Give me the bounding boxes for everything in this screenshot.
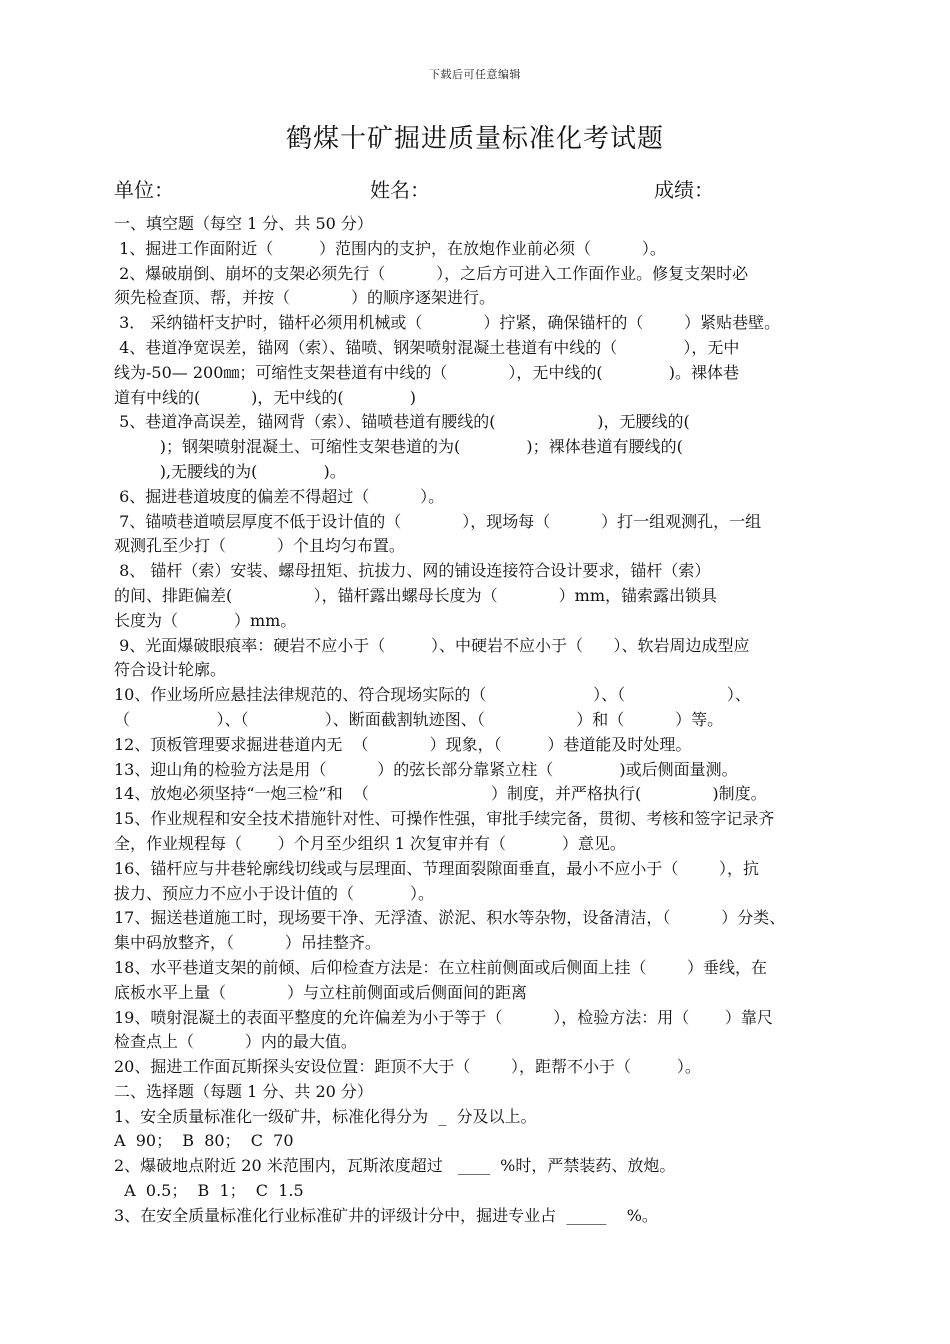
text-line: （ ）、（ ）、断面截割轨迹图、（ ）和（ ）等。 — [114, 709, 724, 729]
text-line: 检查点上（ ）内的最大值。 — [114, 1032, 357, 1052]
text-line: 4、巷道净宽误差，锚网（索）、锚喷、钢架喷射混凝土巷道有中线的（ ），无中 — [114, 337, 740, 357]
text-line: 19、喷射混凝土的表面平整度的允许偏差为小于等于（ ），检验方法：用（ ）靠尺 — [114, 1007, 773, 1027]
score-label: 成绩： — [654, 178, 714, 202]
text-line: 3． 采纳锚杆支护时，锚杆必须用机械或（ ）拧紧，确保锚杆的（ ）紧贴巷壁。 — [114, 313, 781, 333]
text-line: 道有中线的( )，无中线的( ) — [114, 387, 416, 407]
text-line: 18、水平巷道支架的前倾、后仰检查方法是：在立柱前侧面或后侧面上挂（ ）垂线，在 — [114, 957, 768, 977]
text-line: 长度为（ ）mm。 — [114, 610, 297, 630]
text-line: 7、锚喷巷道喷层厚度不低于设计值的（ ），现场每（ ）打一组观测孔，一组 — [114, 511, 762, 531]
text-line: 13、迎山角的检验方法是用（ ）的弦长部分靠紧立柱（ )或后侧面量测。 — [114, 759, 738, 779]
text-line: 17、掘送巷道施工时，现场要干净、无浮渣、淤泥、积水等杂物，设备清洁，（ ）分类、 — [114, 908, 786, 928]
text-line: 符合设计轮廓。 — [114, 660, 227, 680]
text-line: 6、掘进巷道坡度的偏差不得超过（ ）。 — [114, 486, 445, 506]
page-title: 鹤煤十矿掘进质量标准化考试题 — [285, 124, 664, 154]
text-line: 须先检查顶、帮，并按（ ）的顺序逐架进行。 — [114, 288, 496, 308]
text-line: 12、顶板管理要求掘进巷道内无 （ ）现象，（ ）巷道能及时处理。 — [114, 734, 692, 754]
text-line: 8、 锚杆（索）安装、螺母扭矩、抗拔力、网的铺设连接符合设计要求，锚杆（索） — [114, 561, 711, 581]
text-line: 集中码放整齐，（ ）吊挂整齐。 — [114, 933, 381, 953]
text-line: 20、掘进工作面瓦斯探头安设位置：距顶不大于（ ），距帮不小于（ ）。 — [114, 1057, 701, 1077]
text-line: 15、作业规程和安全技术措施针对性、可操作性强，审批手续完备，贯彻、考核和签字记录齐 — [114, 809, 775, 829]
text-line: 5、巷道净高误差，锚网背（索）、锚喷巷道有腰线的( )，无腰线的( — [114, 412, 690, 432]
text-line: 2、爆破崩倒、崩坏的支架必须先行（ ），之后方可进入工作面作业。修复支架时必 — [114, 263, 749, 283]
text-line: A 90； B 80； C 70 — [114, 1131, 294, 1151]
text-line: 1、掘进工作面附近（ ）范围内的支护，在放炮作业前必须（ ）。 — [114, 238, 666, 258]
text-line: 二、选择题（每题 1 分、共 20 分） — [114, 1081, 373, 1101]
name-label: 姓名： — [370, 178, 430, 202]
text-line: 3、在安全质量标准化行业标准矿井的评级计分中，掘进专业占 _____ %。 — [114, 1205, 658, 1225]
text-line: 16、锚杆应与井巷轮廓线切线或与层理面、节理面裂隙面垂直，最小不应小于（ ），抗 — [114, 858, 760, 878]
text-line: ),无腰线的为( )。 — [114, 461, 346, 481]
text-line: 1、安全质量标准化一级矿井，标准化得分为 _ 分及以上。 — [114, 1106, 537, 1126]
text-line: 10、作业场所应悬挂法律规范的、符合现场实际的（ ）、（ ）、 — [114, 685, 751, 705]
text-line: 的间、排距偏差( ），锚杆露出螺母长度为（ ）mm，锚索露出锁具 — [114, 585, 717, 605]
text-line: 底板水平上量（ ）与立柱前侧面或后侧面间的距离 — [114, 982, 528, 1002]
text-line: 9、光面爆破眼痕率：硬岩不应小于（ ）、中硬岩不应小于（ ）、软岩周边成型应 — [114, 635, 750, 655]
unit-label: 单位： — [114, 178, 174, 202]
text-line: 一、填空题（每空 1 分、共 50 分） — [114, 214, 373, 233]
text-line: )；钢架喷射混凝土、可缩性支架巷道的为( )；裸体巷道有腰线的( — [114, 437, 683, 457]
info-fields — [114, 174, 854, 204]
header-note: 下载后可任意编辑 — [429, 68, 521, 81]
text-line: 线为-50— 200㎜；可缩性支架巷道有中线的（ ），无中线的( )。裸体巷 — [114, 362, 740, 382]
exam-content — [114, 212, 854, 1229]
text-line: 观测孔至少打（ ）个且均匀布置。 — [114, 536, 405, 556]
text-line: 拔力、预应力不应小于设计值的（ ）。 — [114, 883, 434, 903]
text-line: 14、放炮必须坚持“一炮三检”和 （ ）制度，并严格执行( )制度。 — [114, 784, 767, 804]
text-line: 2、爆破地点附近 20 米范围内，瓦斯浓度超过 ____ %时，严禁装药、放炮。 — [114, 1156, 676, 1176]
text-line: A 0.5； B 1； C 1.5 — [114, 1181, 304, 1201]
text-line: 全，作业规程每（ ）个月至少组织 1 次复审并有（ ）意见。 — [114, 833, 626, 853]
